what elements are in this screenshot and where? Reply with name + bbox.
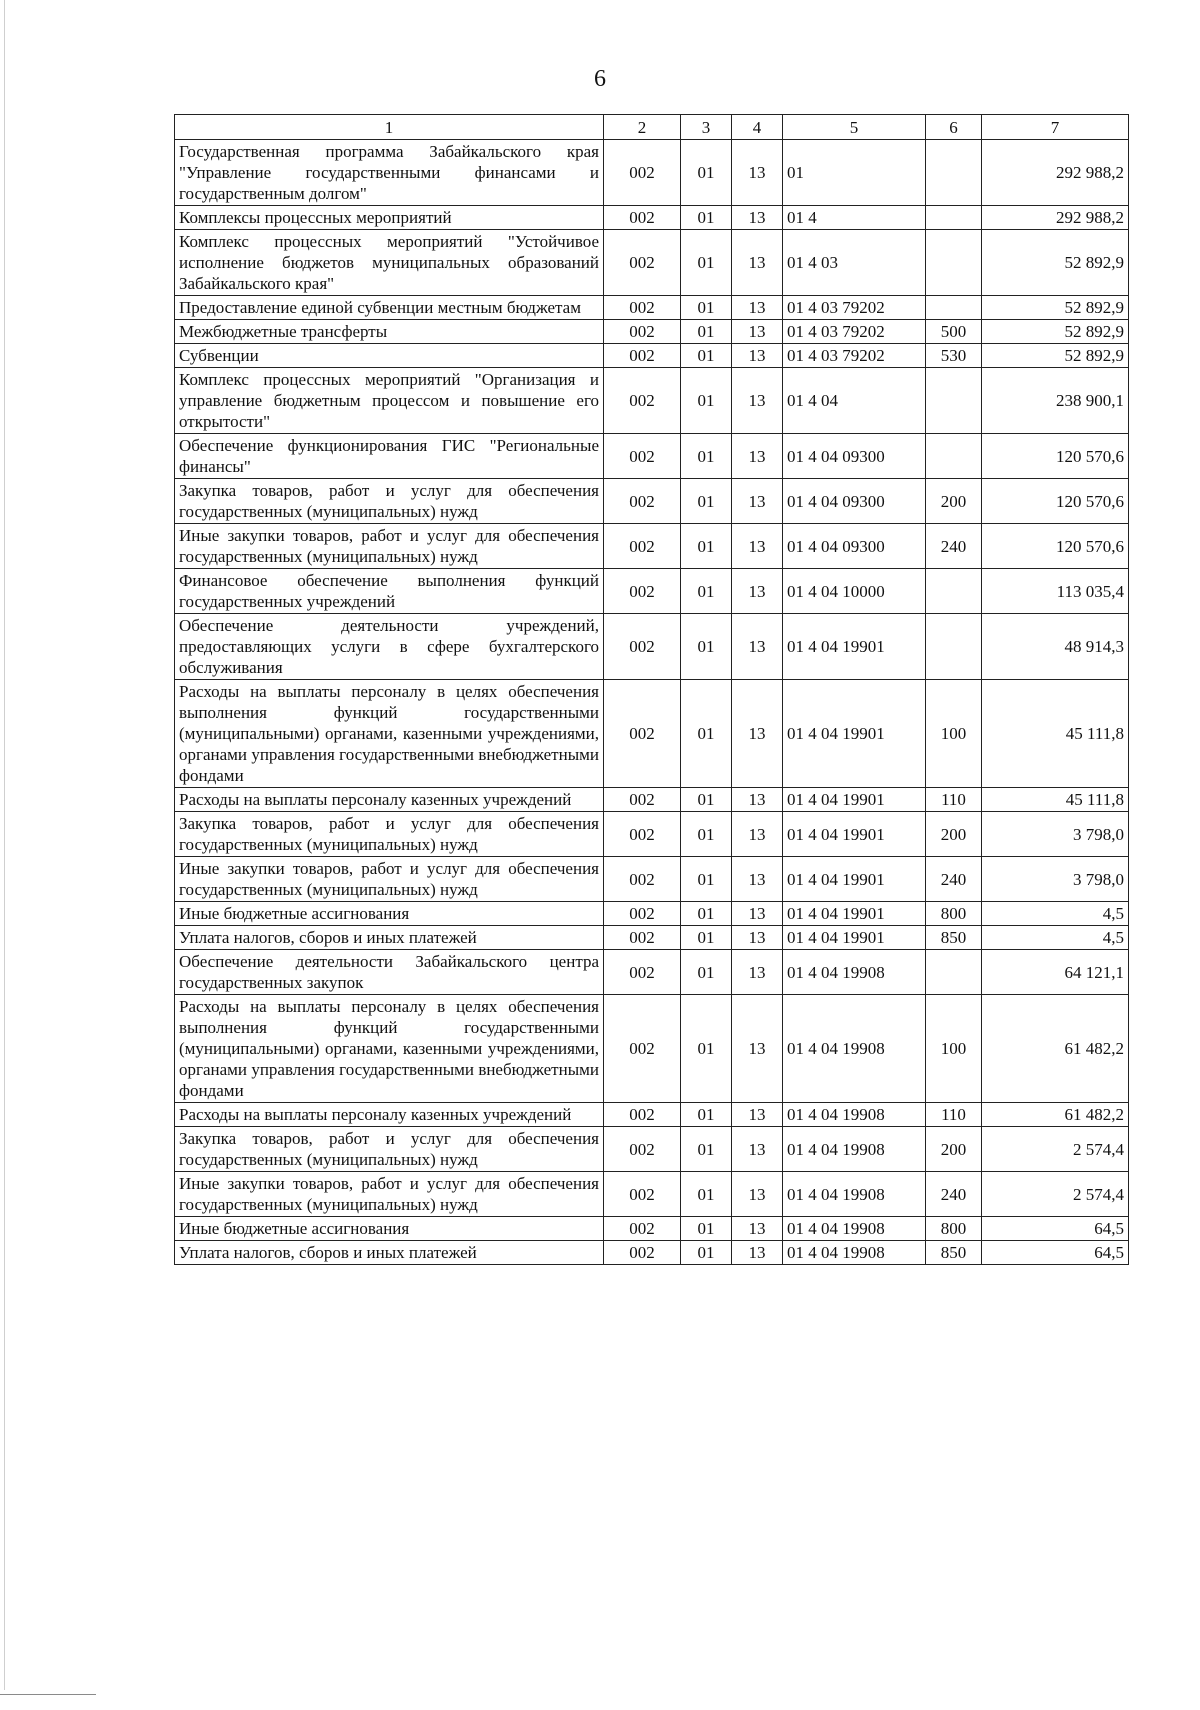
row-subsection-cell: 13 [732, 1217, 783, 1241]
row-amount-cell: 3 798,0 [982, 812, 1129, 857]
row-target-article-cell: 01 4 04 10000 [783, 569, 926, 614]
row-name-cell: Комплекс процессных мероприятий "Устойчивое исполнение бюджетов муниципальных образований Забайкальского края" [175, 230, 604, 296]
table-row [175, 1127, 1129, 1172]
row-target-article-cell: 01 4 04 19908 [783, 1217, 926, 1241]
row-target-article-cell: 01 4 03 [783, 230, 926, 296]
row-expense-type-cell: 800 [926, 1217, 982, 1241]
table-row [175, 140, 1129, 206]
row-subsection-cell: 13 [732, 857, 783, 902]
row-section-cell: 01 [681, 680, 732, 788]
row-target-article-cell: 01 4 03 79202 [783, 320, 926, 344]
row-section-cell: 01 [681, 926, 732, 950]
row-expense-type-cell [926, 296, 982, 320]
row-section-cell: 01 [681, 320, 732, 344]
row-amount-cell: 61 482,2 [982, 995, 1129, 1103]
table-header-row [175, 115, 1129, 140]
row-code-cell: 002 [604, 1127, 681, 1172]
page-number: 6 [594, 66, 606, 92]
row-target-article-cell: 01 4 04 19908 [783, 950, 926, 995]
row-subsection-cell: 13 [732, 950, 783, 995]
row-amount-cell: 45 111,8 [982, 788, 1129, 812]
row-name-cell: Финансовое обеспечение выполнения функций государственных учреждений [175, 569, 604, 614]
row-subsection-cell: 13 [732, 479, 783, 524]
row-target-article-cell: 01 4 04 19908 [783, 995, 926, 1103]
row-code-cell: 002 [604, 368, 681, 434]
row-code-cell: 002 [604, 479, 681, 524]
row-expense-type-cell [926, 140, 982, 206]
table-row [175, 230, 1129, 296]
row-amount-cell: 2 574,4 [982, 1172, 1129, 1217]
row-subsection-cell: 13 [732, 368, 783, 434]
row-target-article-cell: 01 4 04 09300 [783, 479, 926, 524]
row-target-article-cell: 01 4 04 19908 [783, 1127, 926, 1172]
row-subsection-cell: 13 [732, 788, 783, 812]
row-subsection-cell: 13 [732, 320, 783, 344]
table-row [175, 1241, 1129, 1265]
row-name-cell: Иные закупки товаров, работ и услуг для обеспечения государственных (муниципальных) нужд [175, 857, 604, 902]
row-code-cell: 002 [604, 320, 681, 344]
row-amount-cell: 52 892,9 [982, 296, 1129, 320]
row-section-cell: 01 [681, 995, 732, 1103]
table-row [175, 902, 1129, 926]
row-code-cell: 002 [604, 950, 681, 995]
row-subsection-cell: 13 [732, 140, 783, 206]
row-target-article-cell: 01 4 04 19908 [783, 1103, 926, 1127]
row-name-cell: Расходы на выплаты персоналу казенных учреждений [175, 1103, 604, 1127]
row-target-article-cell: 01 4 04 19908 [783, 1241, 926, 1265]
row-subsection-cell: 13 [732, 1103, 783, 1127]
table-row [175, 812, 1129, 857]
row-subsection-cell: 13 [732, 569, 783, 614]
row-target-article-cell: 01 4 03 79202 [783, 296, 926, 320]
table-row [175, 569, 1129, 614]
row-subsection-cell: 13 [732, 344, 783, 368]
row-code-cell: 002 [604, 230, 681, 296]
row-amount-cell: 61 482,2 [982, 1103, 1129, 1127]
row-amount-cell: 238 900,1 [982, 368, 1129, 434]
row-expense-type-cell: 200 [926, 1127, 982, 1172]
row-expense-type-cell: 110 [926, 1103, 982, 1127]
table-row [175, 368, 1129, 434]
table-row [175, 1217, 1129, 1241]
table-row [175, 1172, 1129, 1217]
row-code-cell: 002 [604, 995, 681, 1103]
row-expense-type-cell [926, 206, 982, 230]
row-expense-type-cell: 240 [926, 857, 982, 902]
row-name-cell: Комплексы процессных мероприятий [175, 206, 604, 230]
row-section-cell: 01 [681, 524, 732, 569]
row-section-cell: 01 [681, 206, 732, 230]
table-row [175, 857, 1129, 902]
header-cell: 7 [982, 115, 1129, 140]
row-subsection-cell: 13 [732, 1172, 783, 1217]
row-section-cell: 01 [681, 857, 732, 902]
row-expense-type-cell [926, 230, 982, 296]
budget-table [174, 114, 1129, 1265]
row-expense-type-cell: 110 [926, 788, 982, 812]
row-section-cell: 01 [681, 1241, 732, 1265]
row-amount-cell: 64,5 [982, 1217, 1129, 1241]
row-target-article-cell: 01 4 04 19908 [783, 1172, 926, 1217]
scan-edge-line [4, 0, 5, 1690]
row-target-article-cell: 01 4 04 19901 [783, 680, 926, 788]
table-row [175, 950, 1129, 995]
row-name-cell: Субвенции [175, 344, 604, 368]
row-section-cell: 01 [681, 788, 732, 812]
row-expense-type-cell: 200 [926, 479, 982, 524]
row-section-cell: 01 [681, 1217, 732, 1241]
row-target-article-cell: 01 4 04 19901 [783, 902, 926, 926]
row-section-cell: 01 [681, 479, 732, 524]
row-subsection-cell: 13 [732, 206, 783, 230]
row-subsection-cell: 13 [732, 812, 783, 857]
row-name-cell: Расходы на выплаты персоналу в целях обеспечения выполнения функций государственными (муниципальными) органами, казенными учреждениями, органами управления государственными внебюджетными фондами [175, 680, 604, 788]
row-code-cell: 002 [604, 206, 681, 230]
row-name-cell: Расходы на выплаты персоналу в целях обеспечения выполнения функций государственными (муниципальными) органами, казенными учреждениями, органами управления государственными внебюджетными фондами [175, 995, 604, 1103]
row-code-cell: 002 [604, 344, 681, 368]
row-amount-cell: 52 892,9 [982, 344, 1129, 368]
row-name-cell: Обеспечение деятельности учреждений, предоставляющих услуги в сфере бухгалтерского обслуживания [175, 614, 604, 680]
row-subsection-cell: 13 [732, 614, 783, 680]
row-code-cell: 002 [604, 296, 681, 320]
row-amount-cell: 120 570,6 [982, 434, 1129, 479]
row-target-article-cell: 01 4 04 09300 [783, 524, 926, 569]
row-subsection-cell: 13 [732, 995, 783, 1103]
row-code-cell: 002 [604, 569, 681, 614]
row-expense-type-cell: 200 [926, 812, 982, 857]
row-expense-type-cell: 800 [926, 902, 982, 926]
row-name-cell: Комплекс процессных мероприятий "Организация и управление бюджетным процессом и повышение его открытости" [175, 368, 604, 434]
row-amount-cell: 2 574,4 [982, 1127, 1129, 1172]
row-name-cell: Обеспечение деятельности Забайкальского центра государственных закупок [175, 950, 604, 995]
row-expense-type-cell [926, 569, 982, 614]
table-row [175, 995, 1129, 1103]
header-cell: 5 [783, 115, 926, 140]
row-section-cell: 01 [681, 140, 732, 206]
row-name-cell: Обеспечение функционирования ГИС "Региональные финансы" [175, 434, 604, 479]
row-target-article-cell: 01 [783, 140, 926, 206]
table-row [175, 524, 1129, 569]
row-expense-type-cell: 850 [926, 926, 982, 950]
row-name-cell: Уплата налогов, сборов и иных платежей [175, 1241, 604, 1265]
row-amount-cell: 3 798,0 [982, 857, 1129, 902]
row-code-cell: 002 [604, 1217, 681, 1241]
row-subsection-cell: 13 [732, 230, 783, 296]
row-amount-cell: 48 914,3 [982, 614, 1129, 680]
row-name-cell: Уплата налогов, сборов и иных платежей [175, 926, 604, 950]
table-row [175, 926, 1129, 950]
row-amount-cell: 113 035,4 [982, 569, 1129, 614]
row-section-cell: 01 [681, 368, 732, 434]
row-name-cell: Закупка товаров, работ и услуг для обеспечения государственных (муниципальных) нужд [175, 812, 604, 857]
row-name-cell: Закупка товаров, работ и услуг для обеспечения государственных (муниципальных) нужд [175, 479, 604, 524]
row-code-cell: 002 [604, 857, 681, 902]
row-amount-cell: 120 570,6 [982, 479, 1129, 524]
table-row [175, 1103, 1129, 1127]
row-expense-type-cell: 850 [926, 1241, 982, 1265]
row-expense-type-cell: 530 [926, 344, 982, 368]
row-amount-cell: 45 111,8 [982, 680, 1129, 788]
row-section-cell: 01 [681, 950, 732, 995]
row-amount-cell: 4,5 [982, 926, 1129, 950]
row-code-cell: 002 [604, 812, 681, 857]
row-amount-cell: 120 570,6 [982, 524, 1129, 569]
table-row [175, 434, 1129, 479]
row-amount-cell: 292 988,2 [982, 140, 1129, 206]
row-section-cell: 01 [681, 434, 732, 479]
row-amount-cell: 52 892,9 [982, 230, 1129, 296]
row-expense-type-cell: 100 [926, 680, 982, 788]
table-row [175, 296, 1129, 320]
row-target-article-cell: 01 4 [783, 206, 926, 230]
row-amount-cell: 64 121,1 [982, 950, 1129, 995]
header-cell: 1 [175, 115, 604, 140]
row-code-cell: 002 [604, 140, 681, 206]
row-section-cell: 01 [681, 812, 732, 857]
table-row [175, 788, 1129, 812]
row-target-article-cell: 01 4 04 [783, 368, 926, 434]
row-expense-type-cell [926, 950, 982, 995]
row-target-article-cell: 01 4 03 79202 [783, 344, 926, 368]
table-row [175, 344, 1129, 368]
row-name-cell: Расходы на выплаты персоналу казенных учреждений [175, 788, 604, 812]
row-code-cell: 002 [604, 614, 681, 680]
row-name-cell: Иные закупки товаров, работ и услуг для обеспечения государственных (муниципальных) нужд [175, 524, 604, 569]
row-section-cell: 01 [681, 1127, 732, 1172]
header-cell: 4 [732, 115, 783, 140]
row-subsection-cell: 13 [732, 1127, 783, 1172]
row-name-cell: Межбюджетные трансферты [175, 320, 604, 344]
row-amount-cell: 292 988,2 [982, 206, 1129, 230]
row-target-article-cell: 01 4 04 19901 [783, 857, 926, 902]
row-code-cell: 002 [604, 524, 681, 569]
row-expense-type-cell [926, 614, 982, 680]
row-expense-type-cell: 240 [926, 1172, 982, 1217]
row-name-cell: Иные бюджетные ассигнования [175, 902, 604, 926]
row-section-cell: 01 [681, 1172, 732, 1217]
row-amount-cell: 4,5 [982, 902, 1129, 926]
row-code-cell: 002 [604, 1103, 681, 1127]
row-name-cell: Иные бюджетные ассигнования [175, 1217, 604, 1241]
row-section-cell: 01 [681, 1103, 732, 1127]
row-expense-type-cell: 100 [926, 995, 982, 1103]
row-target-article-cell: 01 4 04 19901 [783, 614, 926, 680]
row-name-cell: Иные закупки товаров, работ и услуг для обеспечения государственных (муниципальных) нужд [175, 1172, 604, 1217]
row-section-cell: 01 [681, 344, 732, 368]
row-target-article-cell: 01 4 04 19901 [783, 788, 926, 812]
bottom-margin-line [0, 1694, 96, 1695]
row-expense-type-cell: 500 [926, 320, 982, 344]
row-code-cell: 002 [604, 902, 681, 926]
row-name-cell: Предоставление единой субвенции местным бюджетам [175, 296, 604, 320]
row-expense-type-cell: 240 [926, 524, 982, 569]
row-code-cell: 002 [604, 1172, 681, 1217]
row-code-cell: 002 [604, 926, 681, 950]
row-amount-cell: 64,5 [982, 1241, 1129, 1265]
row-expense-type-cell [926, 434, 982, 479]
row-subsection-cell: 13 [732, 680, 783, 788]
row-subsection-cell: 13 [732, 296, 783, 320]
row-subsection-cell: 13 [732, 434, 783, 479]
table-row [175, 614, 1129, 680]
row-target-article-cell: 01 4 04 19901 [783, 926, 926, 950]
table-row [175, 206, 1129, 230]
table-row [175, 479, 1129, 524]
header-cell: 6 [926, 115, 982, 140]
row-subsection-cell: 13 [732, 902, 783, 926]
row-code-cell: 002 [604, 1241, 681, 1265]
row-expense-type-cell [926, 368, 982, 434]
row-code-cell: 002 [604, 788, 681, 812]
row-section-cell: 01 [681, 614, 732, 680]
row-section-cell: 01 [681, 230, 732, 296]
row-name-cell: Закупка товаров, работ и услуг для обеспечения государственных (муниципальных) нужд [175, 1127, 604, 1172]
row-target-article-cell: 01 4 04 09300 [783, 434, 926, 479]
table-body [175, 140, 1129, 1265]
header-cell: 2 [604, 115, 681, 140]
row-name-cell: Государственная программа Забайкальского края "Управление государственными финансами и государственным долгом" [175, 140, 604, 206]
row-subsection-cell: 13 [732, 1241, 783, 1265]
row-target-article-cell: 01 4 04 19901 [783, 812, 926, 857]
table-row [175, 680, 1129, 788]
table-row [175, 320, 1129, 344]
row-section-cell: 01 [681, 569, 732, 614]
header-cell: 3 [681, 115, 732, 140]
row-code-cell: 002 [604, 434, 681, 479]
row-subsection-cell: 13 [732, 524, 783, 569]
row-section-cell: 01 [681, 296, 732, 320]
row-amount-cell: 52 892,9 [982, 320, 1129, 344]
row-code-cell: 002 [604, 680, 681, 788]
row-subsection-cell: 13 [732, 926, 783, 950]
row-section-cell: 01 [681, 902, 732, 926]
